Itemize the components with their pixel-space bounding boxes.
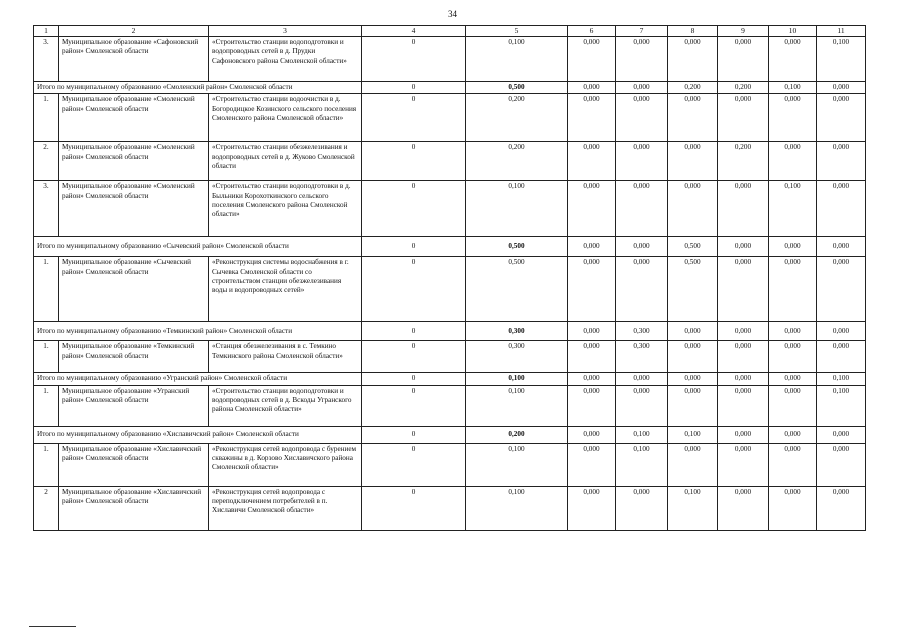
subtotal-label: Итого по муниципальному образованию «Смоленский район» Смоленской области [34,82,362,94]
municipality-name: Муниципальное образование «Сычевский район» Смоленской области [59,257,209,322]
value-c9: 0,000 [718,426,769,443]
value-c11: 0,100 [817,385,866,426]
value-c11: 0,000 [817,486,866,530]
value-c10: 0,000 [769,142,817,181]
value-c9: 0,000 [718,94,769,142]
project-row [34,486,866,530]
value-c9: 0,000 [718,181,769,237]
value-c9: 0,000 [718,322,769,341]
value-c6: 0,000 [568,94,616,142]
row-index: 1. [34,443,59,486]
value-c7: 0,000 [616,181,668,237]
value-c8: 0,000 [668,443,718,486]
municipality-name: Муниципальное образование «Угранский район» Смоленской области [59,385,209,426]
value-c11: 0,000 [817,426,866,443]
value-c8: 0,000 [668,94,718,142]
table-body [34,26,866,531]
column-number-cell: 6 [568,26,616,37]
value-c5: 0,100 [466,181,568,237]
value-c11: 0,100 [817,37,866,82]
project-row [34,142,866,181]
value-c9: 0,000 [718,257,769,322]
subtotal-label: Итого по муниципальному образованию «Угранский район» Смоленской области [34,373,362,385]
value-c11: 0,000 [817,82,866,94]
value-c7: 0,000 [616,37,668,82]
value-c10: 0,000 [769,373,817,385]
value-c11: 0,100 [817,373,866,385]
row-index: 1. [34,94,59,142]
value-c7: 0,000 [616,82,668,94]
value-c5: 0,100 [466,443,568,486]
value-c6: 0,000 [568,373,616,385]
value-c7: 0,000 [616,385,668,426]
value-c4: 0 [362,181,466,237]
value-c9: 0,000 [718,486,769,530]
value-c10: 0,000 [769,341,817,373]
value-c8: 0,000 [668,322,718,341]
value-c6: 0,000 [568,322,616,341]
value-c6: 0,000 [568,142,616,181]
value-c6: 0,000 [568,426,616,443]
value-c8: 0,000 [668,37,718,82]
value-c9: 0,000 [718,385,769,426]
value-c10: 0,000 [769,443,817,486]
value-c4: 0 [362,37,466,82]
value-c10: 0,000 [769,37,817,82]
value-c10: 0,000 [769,385,817,426]
value-c9: 0,000 [718,237,769,257]
value-c6: 0,000 [568,341,616,373]
value-c4: 0 [362,426,466,443]
municipality-name: Муниципальное образование «Хиславичский район» Смоленской области [59,443,209,486]
value-c10: 0,000 [769,94,817,142]
project-name: «Реконструкция системы водоснабжения в г. Сычевка Смоленской области со строительством станции обезжелезивания воды и водопроводных сетей» [209,257,362,322]
value-c4: 0 [362,486,466,530]
value-c9: 0,000 [718,373,769,385]
project-row [34,37,866,82]
project-name: «Реконструкция сетей водопровода с бурением скважины в д. Корзово Хиславичского района Смоленской области» [209,443,362,486]
value-c6: 0,000 [568,385,616,426]
value-c11: 0,000 [817,322,866,341]
project-name: «Реконструкция сетей водопровода с переподключением потребителей в п. Хиславичи Смоленской области» [209,486,362,530]
value-c7: 0,100 [616,426,668,443]
project-name: «Строительство станции водоочистки в д. Богородицкое Козинского сельского поселения Смоленского района Смоленской области» [209,94,362,142]
value-c5: 0,200 [466,142,568,181]
value-c10: 0,000 [769,257,817,322]
value-c8: 0,000 [668,373,718,385]
row-index: 1. [34,257,59,322]
subtotal-row [34,373,866,385]
value-c6: 0,000 [568,443,616,486]
value-c8: 0,000 [668,341,718,373]
value-c7: 0,000 [616,237,668,257]
municipality-name: Муниципальное образование «Хиславичский район» Смоленской области [59,486,209,530]
value-c5: 0,100 [466,385,568,426]
value-c8: 0,500 [668,257,718,322]
value-c7: 0,300 [616,341,668,373]
value-c7: 0,000 [616,94,668,142]
value-c5: 0,100 [466,486,568,530]
column-number-cell: 5 [466,26,568,37]
value-c6: 0,000 [568,237,616,257]
subtotal-label: Итого по муниципальному образованию «Сычевский район» Смоленской области [34,237,362,257]
value-c6: 0,000 [568,82,616,94]
footer-rule [29,626,76,627]
project-row [34,341,866,373]
value-c11: 0,000 [817,341,866,373]
column-number-cell: 8 [668,26,718,37]
value-c5: 0,500 [466,237,568,257]
municipality-name: Муниципальное образование «Смоленский район» Смоленской области [59,94,209,142]
value-c9: 0,000 [718,443,769,486]
column-number-cell: 7 [616,26,668,37]
column-number-cell: 1 [34,26,59,37]
value-c4: 0 [362,142,466,181]
value-c6: 0,000 [568,486,616,530]
value-c7: 0,000 [616,486,668,530]
budget-table [33,25,866,531]
value-c11: 0,000 [817,443,866,486]
value-c4: 0 [362,443,466,486]
value-c9: 0,000 [718,341,769,373]
value-c5: 0,500 [466,82,568,94]
page-number: 34 [448,9,457,19]
value-c4: 0 [362,373,466,385]
value-c8: 0,500 [668,237,718,257]
column-number-cell: 11 [817,26,866,37]
column-number-cell: 10 [769,26,817,37]
value-c5: 0,500 [466,257,568,322]
subtotal-label: Итого по муниципальному образованию «Темкинский район» Смоленской области [34,322,362,341]
value-c8: 0,000 [668,181,718,237]
project-name: «Строительство станции водоподготовки и водопроводных сетей в д. Прудки Сафоновского района Смоленской области» [209,37,362,82]
column-number-cell: 3 [209,26,362,37]
value-c8: 0,000 [668,385,718,426]
value-c7: 0,100 [616,443,668,486]
value-c10: 0,100 [769,181,817,237]
value-c5: 0,300 [466,322,568,341]
value-c4: 0 [362,237,466,257]
project-name: «Станция обезжелезивания в с. Темкино Темкинского района Смоленской области» [209,341,362,373]
municipality-name: Муниципальное образование «Смоленский район» Смоленской области [59,181,209,237]
row-index: 3. [34,37,59,82]
value-c5: 0,100 [466,37,568,82]
value-c5: 0,200 [466,426,568,443]
value-c10: 0,000 [769,322,817,341]
subtotal-row [34,322,866,341]
subtotal-row [34,237,866,257]
project-name: «Строительство станции обезжелезивания и водопроводных сетей в д. Жуково Смоленской области [209,142,362,181]
value-c4: 0 [362,257,466,322]
municipality-name: Муниципальное образование «Смоленский район» Смоленской области [59,142,209,181]
value-c4: 0 [362,385,466,426]
value-c4: 0 [362,82,466,94]
value-c8: 0,100 [668,426,718,443]
subtotal-row [34,426,866,443]
value-c4: 0 [362,94,466,142]
value-c11: 0,000 [817,181,866,237]
value-c9: 0,200 [718,82,769,94]
row-index: 2. [34,142,59,181]
row-index: 1. [34,385,59,426]
value-c11: 0,000 [817,142,866,181]
column-number-cell: 4 [362,26,466,37]
value-c6: 0,000 [568,37,616,82]
value-c5: 0,300 [466,341,568,373]
municipality-name: Муниципальное образование «Темкинский район» Смоленской области [59,341,209,373]
value-c10: 0,100 [769,82,817,94]
value-c7: 0,000 [616,257,668,322]
value-c9: 0,200 [718,142,769,181]
value-c8: 0,100 [668,486,718,530]
value-c8: 0,200 [668,82,718,94]
value-c5: 0,200 [466,94,568,142]
column-number-cell: 9 [718,26,769,37]
value-c10: 0,000 [769,486,817,530]
value-c11: 0,000 [817,94,866,142]
value-c8: 0,000 [668,142,718,181]
row-index: 1. [34,341,59,373]
subtotal-label: Итого по муниципальному образованию «Хиславичский район» Смоленской области [34,426,362,443]
value-c11: 0,000 [817,257,866,322]
project-row [34,257,866,322]
value-c11: 0,000 [817,237,866,257]
value-c7: 0,000 [616,142,668,181]
value-c6: 0,000 [568,181,616,237]
project-name: «Строительство станции водоподготовки в д. Быльники Корохоткинского сельского поселения Смоленского района Смоленской области» [209,181,362,237]
project-name: «Строительство станции водоподготовки и водопроводных сетей в д. Вскоды Угранского района Смоленской области» [209,385,362,426]
subtotal-row [34,82,866,94]
project-row [34,385,866,426]
value-c7: 0,000 [616,373,668,385]
project-row [34,443,866,486]
value-c4: 0 [362,341,466,373]
row-index: 3. [34,181,59,237]
value-c10: 0,000 [769,426,817,443]
value-c6: 0,000 [568,257,616,322]
project-row [34,181,866,237]
column-number-cell: 2 [59,26,209,37]
value-c10: 0,000 [769,237,817,257]
column-number-row [34,26,866,37]
value-c7: 0,300 [616,322,668,341]
row-index: 2 [34,486,59,530]
project-row [34,94,866,142]
value-c4: 0 [362,322,466,341]
value-c5: 0,100 [466,373,568,385]
municipality-name: Муниципальное образование «Сафоновский район» Смоленской области [59,37,209,82]
value-c9: 0,000 [718,37,769,82]
